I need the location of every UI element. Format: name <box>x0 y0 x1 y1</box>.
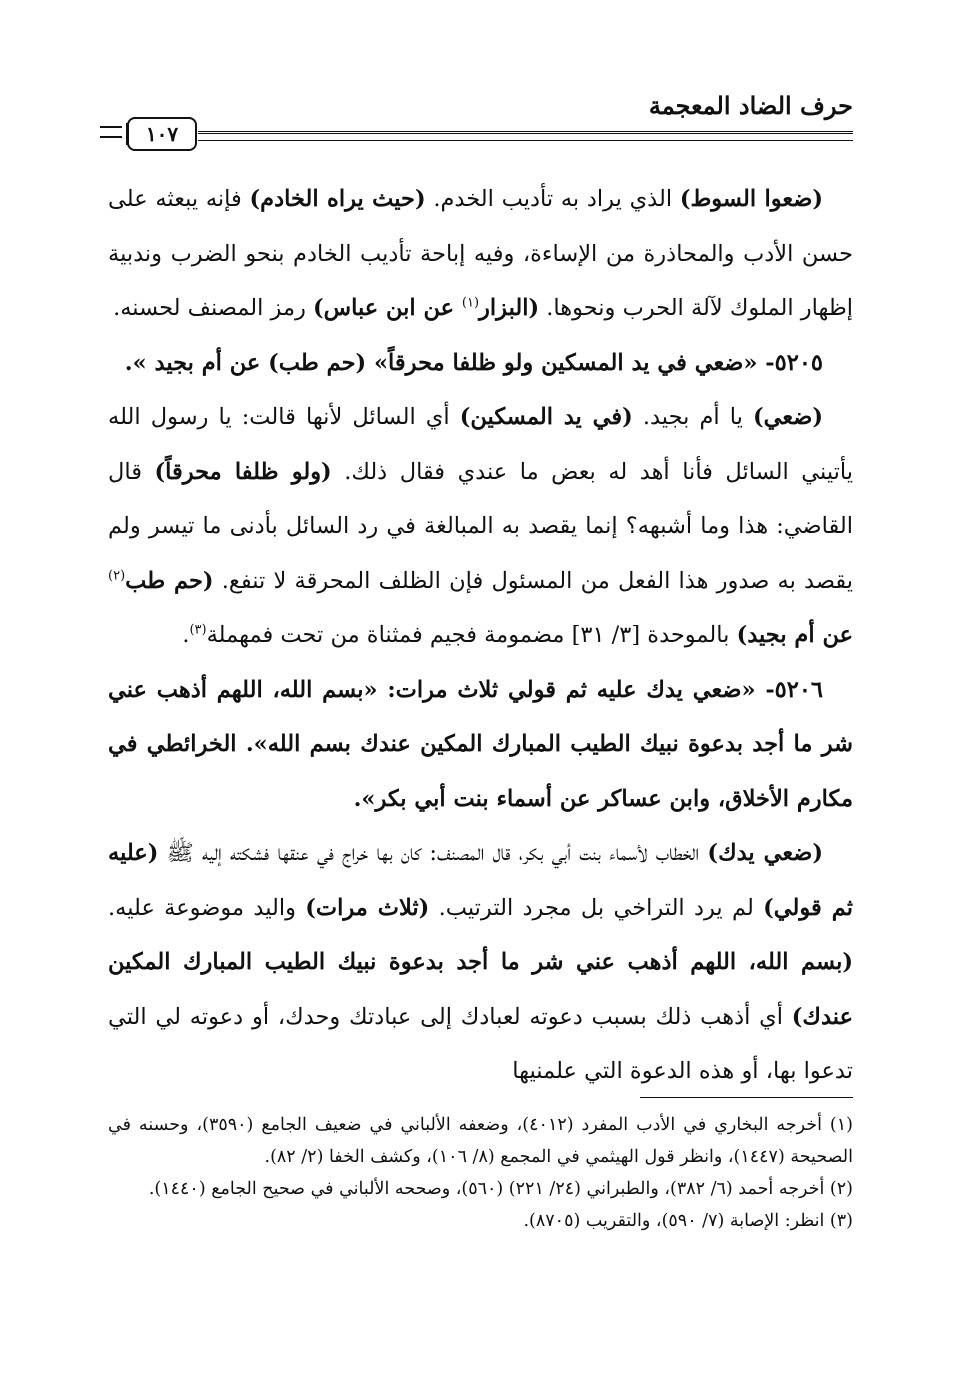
bold-phrase: (حيث يراه الخادم) <box>249 186 426 212</box>
text-run: . <box>182 622 190 648</box>
header-rule <box>198 131 853 141</box>
text-run: أي السائل لأنها قالت: يا رسول الله يأتيني السائل فأنا أهد له بعض ما عندي فقال ذلك. <box>108 404 853 485</box>
bold-phrase: (البزار <box>479 295 540 321</box>
bold-phrase: عن ابن عباس) <box>313 295 462 321</box>
footnotes <box>108 1109 853 1237</box>
bold-phrase: (ضعي) <box>752 404 823 430</box>
paragraph-commentary-5205 <box>108 390 853 663</box>
hadith-5205: ٥٢٠٥- «ضعي في يد المسكين ولو ظلفا محرقاً» (حم طب) عن أم بجيد ». <box>124 349 823 376</box>
text-run: أي أذهب ذلك بسبب دعوته لعبادك إلى عبادتك وحدك، أو دعوته لي التي تدعوا بها، أو هذه الدعوة التي علمنيها <box>108 1003 853 1084</box>
bold-phrase: (عليه ثم قولي) <box>108 840 853 921</box>
footnote-ref-1: (١) <box>461 295 480 311</box>
page-number-ornament <box>100 126 122 138</box>
bold-phrase: (ولو ظلفا محرقاً) <box>154 458 332 485</box>
hadith-5206: ٥٢٠٦- «ضعي يدك عليه ثم قولي ثلاث مرات: «بسم الله، اللهم أذهب عني شر ما أجد بدعوة نبيك الطيب المبارك المكين عندك بسم الله». الخرائطي في مكارم الأخلاق، وابن عساكر عن أسماء بنت أبي بكر». <box>108 676 853 812</box>
bold-phrase: (بسم الله، اللهم أذهب عني شر ما أجد بدعوة نبيك الطيب المبارك المكين عندك) <box>108 949 853 1030</box>
footnote-3: (٣) انظر: الإصابة (٧/ ٥٩٠)، والتقريب (٨٧٠٥). <box>523 1211 853 1231</box>
paragraph-commentary-5204 <box>108 172 853 336</box>
footnote-separator <box>640 1097 853 1098</box>
text-run: يا أم بجيد. <box>632 404 753 430</box>
text-run: الذي يراد به تأديب الخدم. <box>425 186 680 212</box>
page-number: ١٠٧ <box>127 117 197 151</box>
footnote-ref-3: (٣) <box>189 622 207 638</box>
bold-phrase: (ضعوا السوط) <box>679 186 823 212</box>
text-run: لم يرد التراخي بل مجرد الترتيب. <box>429 894 764 921</box>
bold-phrase: عن أم بجيد) <box>736 622 853 648</box>
text-run: الخطاب لأسماء بنت أبي بكر، قال المصنف: كان بها خراج في عنقها فشكته إليه ﷺ <box>158 840 708 866</box>
page-header-title: حرف الضاد المعجمة <box>648 91 853 120</box>
main-text <box>108 172 853 1099</box>
text-run: رمز المصنف لحسنه. <box>113 295 314 321</box>
footnote-ref-2: (٢) <box>108 568 126 583</box>
bold-phrase: (في يد المسكين) <box>459 404 633 430</box>
bold-phrase: (حم طب <box>125 567 214 594</box>
text-run: فإنه يبعثه على حسن الأدب والمحاذرة من الإساءة، وفيه إباحة تأديب الخادم بنحو الضرب وندبية إظهار الملوك لآلة الحرب ونحوها. <box>108 186 853 321</box>
text-run: قال القاضي: هذا وما أشبهه؟ إنما يقصد به المبالغة في رد السائل بأدنى ما تيسر ولم يقصد به صدور هذا الفعل من المسئول فإن الظلف المحرقة لا تنفع. <box>108 458 853 594</box>
text-run: بالموحدة [٣/ ٣١] مضمومة فجيم فمثناة من تحت فمهملة <box>206 622 737 648</box>
bold-phrase: (ثلاث مرات) <box>305 894 430 921</box>
paragraph-commentary-5206 <box>108 826 853 1099</box>
bold-phrase: (ضعي يدك) <box>707 840 823 866</box>
footnote-1: (١) أخرجه البخاري في الأدب المفرد (٤٠١٢)، وضعفه الألباني في ضعيف الجامع (٣٥٩٠)، وحسنه في الصحيحة (١٤٤٧)، وانظر قول الهيثمي في المجمع (٨/ ١٠٦)، وكشف الخفا (٢/ ٨٢). <box>108 1115 853 1167</box>
text-run: واليد موضوعة عليه. <box>108 894 306 921</box>
footnote-2: (٢) أخرجه أحمد (٦/ ٣٨٢)، والطبراني (٢٤/ ٢٢١) (٥٦٠)، وصححه الألباني في صحيح الجامع (١٤٤٠). <box>148 1179 853 1199</box>
